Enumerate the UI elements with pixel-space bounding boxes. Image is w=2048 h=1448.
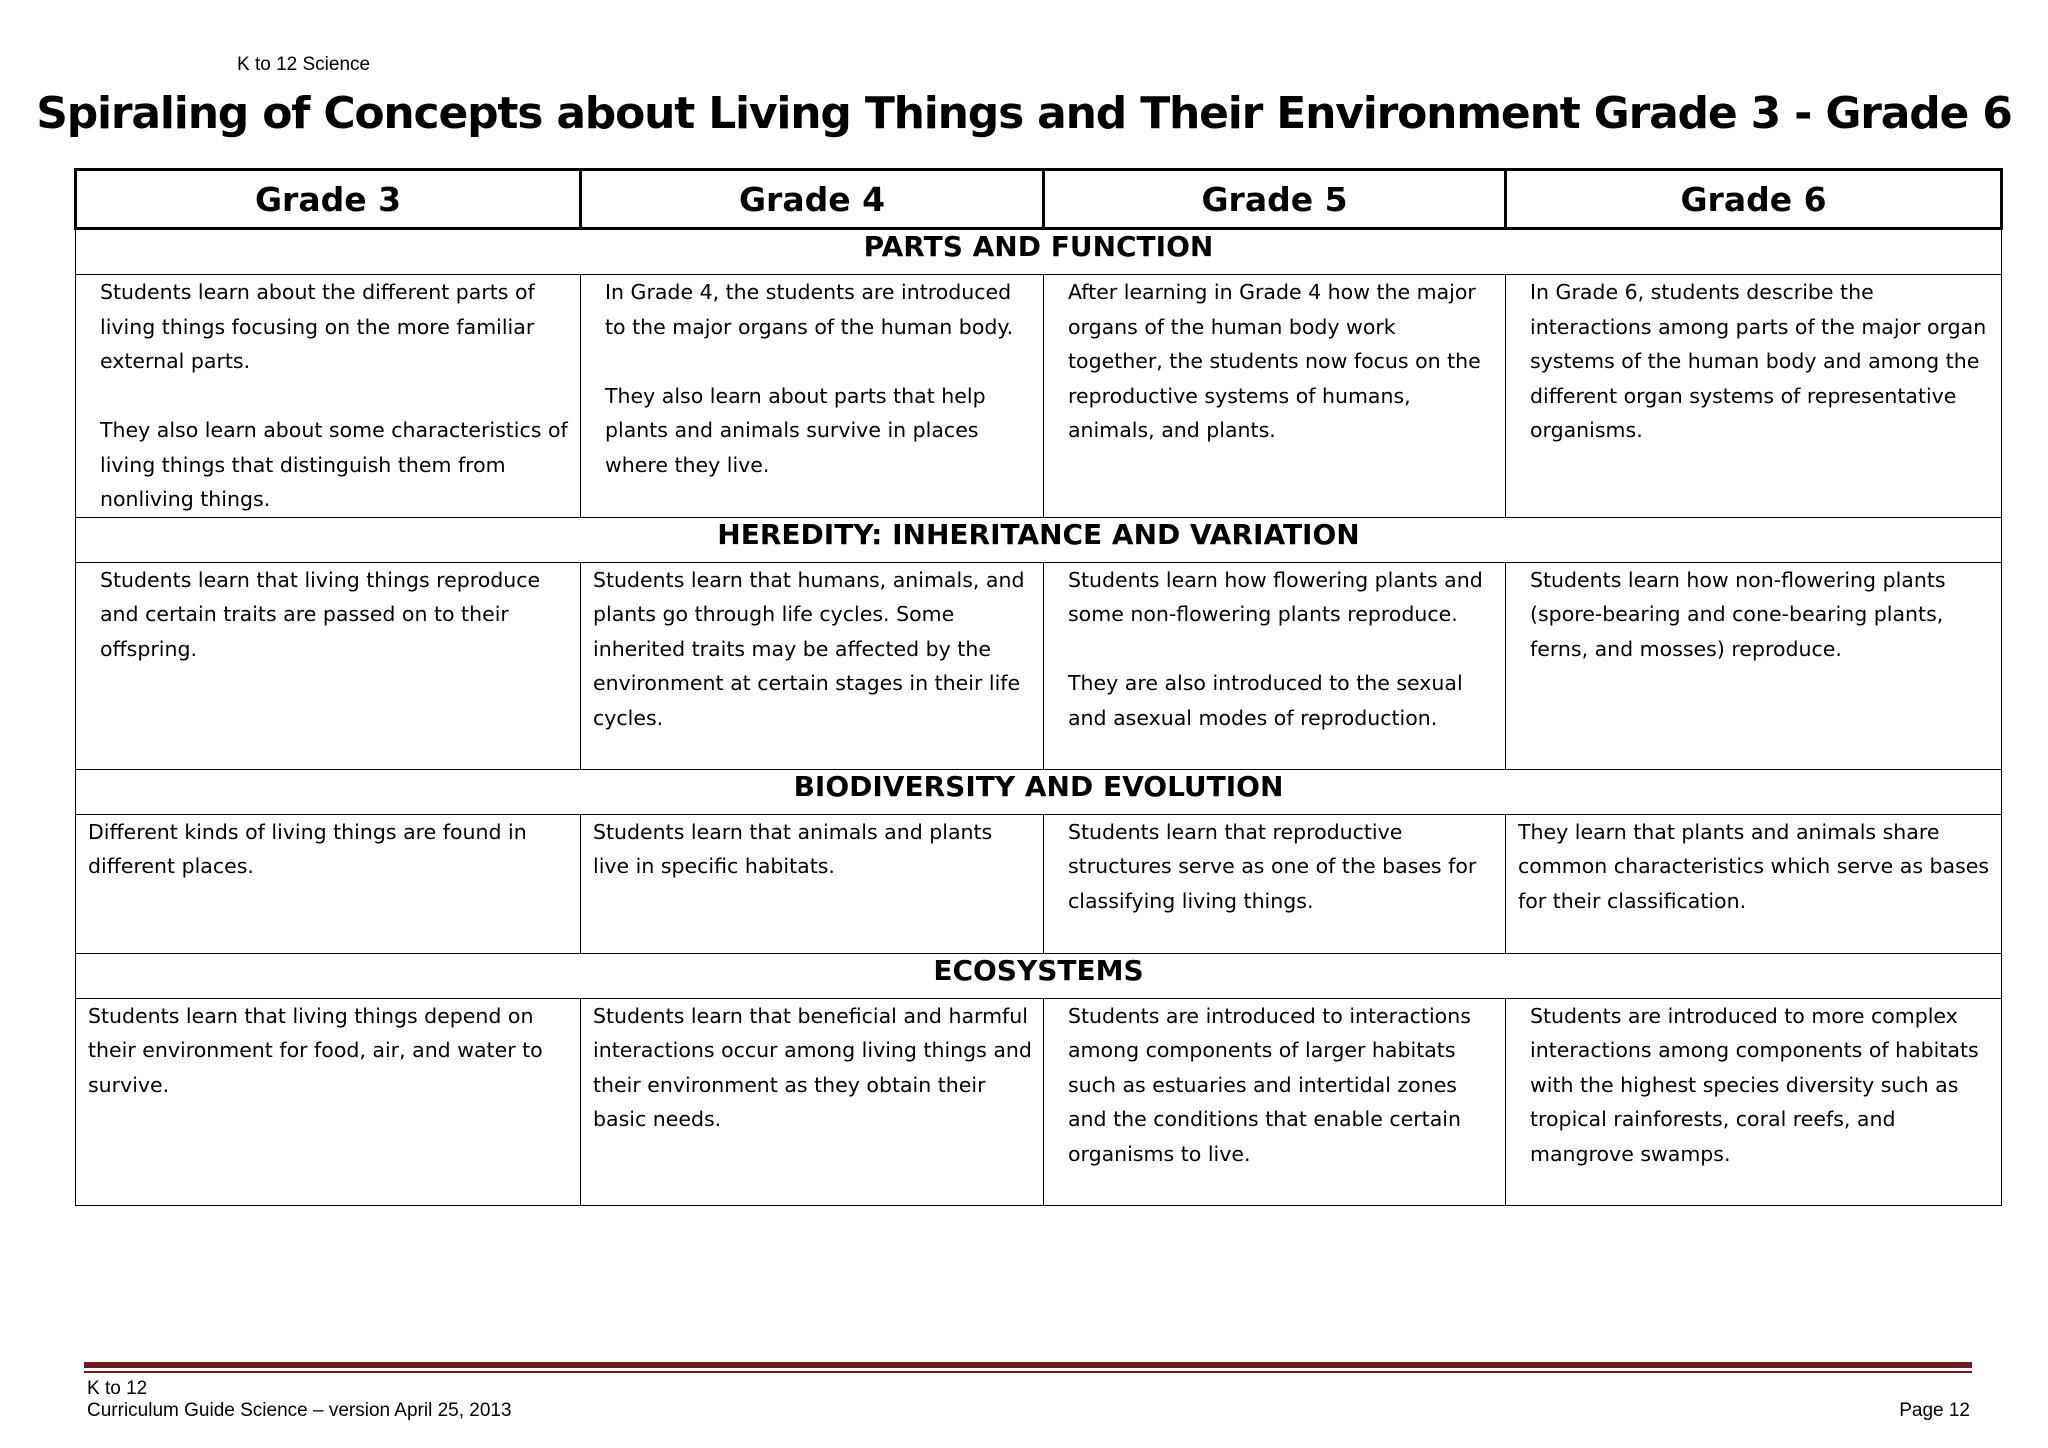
- cell-paragraph: Students learn that animals and plants live in specific habitats.: [593, 819, 993, 878]
- cell-grade-4: [581, 275, 1044, 518]
- cell-paragraph: Students learn that beneficial and harmful interactions occur among living things and their environment as they obtain their basic needs.: [593, 1003, 1032, 1131]
- spiraling-concepts-table: [74, 168, 2003, 1206]
- footer-line-1: K to 12: [87, 1378, 148, 1399]
- section-title-parts-and-function: PARTS AND FUNCTION: [76, 229, 2002, 275]
- cell-paragraph: Students are introduced to interactions among components of larger habitats such as estuaries and intertidal zones and the conditions that enable certain organisms to live.: [1068, 1003, 1471, 1166]
- cell-paragraph: In Grade 6, students describe the interactions among parts of the major organ systems of the human body and among the different organ systems of representative organisms.: [1530, 280, 1987, 442]
- section-content-row: [76, 562, 2002, 769]
- section-header-row: [76, 953, 2002, 998]
- section-header-row: [76, 229, 2002, 275]
- section-header-row: [76, 517, 2002, 562]
- page-number: Page 12: [1899, 1400, 1970, 1421]
- grade-header-row: [76, 170, 2002, 229]
- cell-paragraph: They also learn about some characteristics of living things that distinguish them from nonliving things.: [100, 418, 568, 511]
- cell-grade-4: [581, 998, 1044, 1205]
- footer-line-2: Curriculum Guide Science – version April 25, 2013: [87, 1400, 512, 1421]
- cell-grade-6: [1506, 814, 2002, 953]
- column-header-grade-6: Grade 6: [1506, 170, 2002, 229]
- cell-grade-4: [581, 562, 1044, 769]
- footer-divider-thin: [84, 1371, 1972, 1373]
- cell-paragraph: In Grade 4, the students are introduced to the major organs of the human body.: [605, 280, 1014, 339]
- section-title-ecosystems: ECOSYSTEMS: [76, 953, 2002, 998]
- cell-grade-3: [76, 998, 581, 1205]
- cell-grade-3: [76, 814, 581, 953]
- section-content-row: [76, 814, 2002, 953]
- cell-paragraph: Students learn how flowering plants and some non-flowering plants reproduce.: [1068, 567, 1483, 626]
- document-title: Spiraling of Concepts about Living Things and Their Environment Grade 3 - Grade 6: [36, 88, 2012, 139]
- section-content-row: [76, 275, 2002, 518]
- cell-paragraph: Students are introduced to more complex interactions among components of habitats with the highest species diversity such as tropical rainforests, coral reefs, and mangrove swamps.: [1530, 1003, 1979, 1166]
- column-header-grade-5: Grade 5: [1044, 170, 1506, 229]
- cell-paragraph: Students learn about the different parts of living things focusing on the more familiar external parts.: [100, 280, 535, 373]
- cell-grade-6: [1506, 998, 2002, 1205]
- section-header-row: [76, 769, 2002, 814]
- cell-paragraph: They also learn about parts that help plants and animals survive in places where they live.: [605, 383, 986, 477]
- cell-grade-5: [1044, 562, 1506, 769]
- cell-paragraph: After learning in Grade 4 how the major organs of the human body work together, the students now focus on the reproductive systems of humans, animals, and plants.: [1068, 280, 1481, 442]
- section-content-row: [76, 998, 2002, 1205]
- cell-paragraph: Students learn that living things depend on their environment for food, air, and water to survive.: [88, 1003, 543, 1097]
- column-header-grade-4: Grade 4: [581, 170, 1044, 229]
- section-title-biodiversity: BIODIVERSITY AND EVOLUTION: [76, 769, 2002, 814]
- footer-divider: [84, 1362, 1972, 1368]
- cell-paragraph: Students learn how non-flowering plants (spore-bearing and cone-bearing plants, ferns, and mosses) reproduce.: [1530, 567, 1946, 661]
- cell-paragraph: They are also introduced to the sexual and asexual modes of reproduction.: [1068, 671, 1463, 730]
- cell-grade-5: [1044, 275, 1506, 518]
- cell-grade-5: [1044, 998, 1506, 1205]
- header-label: K to 12 Science: [237, 54, 371, 75]
- cell-paragraph: Students learn that humans, animals, and plants go through life cycles. Some inherited traits may be affected by the environment at certain stages in their life cycles.: [593, 567, 1025, 730]
- cell-paragraph: They learn that plants and animals share common characteristics which serve as bases for their classification.: [1518, 819, 1990, 913]
- cell-paragraph: Students learn that reproductive structures serve as one of the bases for classifying living things.: [1068, 819, 1477, 913]
- column-header-grade-3: Grade 3: [76, 170, 581, 229]
- cell-grade-6: [1506, 562, 2002, 769]
- cell-paragraph: Students learn that living things reproduce and certain traits are passed on to their offspring.: [100, 567, 541, 661]
- cell-grade-3: [76, 275, 581, 518]
- cell-paragraph: Different kinds of living things are found in different places.: [88, 819, 527, 878]
- cell-grade-6: [1506, 275, 2002, 518]
- cell-grade-5: [1044, 814, 1506, 953]
- cell-grade-3: [76, 562, 581, 769]
- section-title-heredity: HEREDITY: INHERITANCE AND VARIATION: [76, 517, 2002, 562]
- cell-grade-4: [581, 814, 1044, 953]
